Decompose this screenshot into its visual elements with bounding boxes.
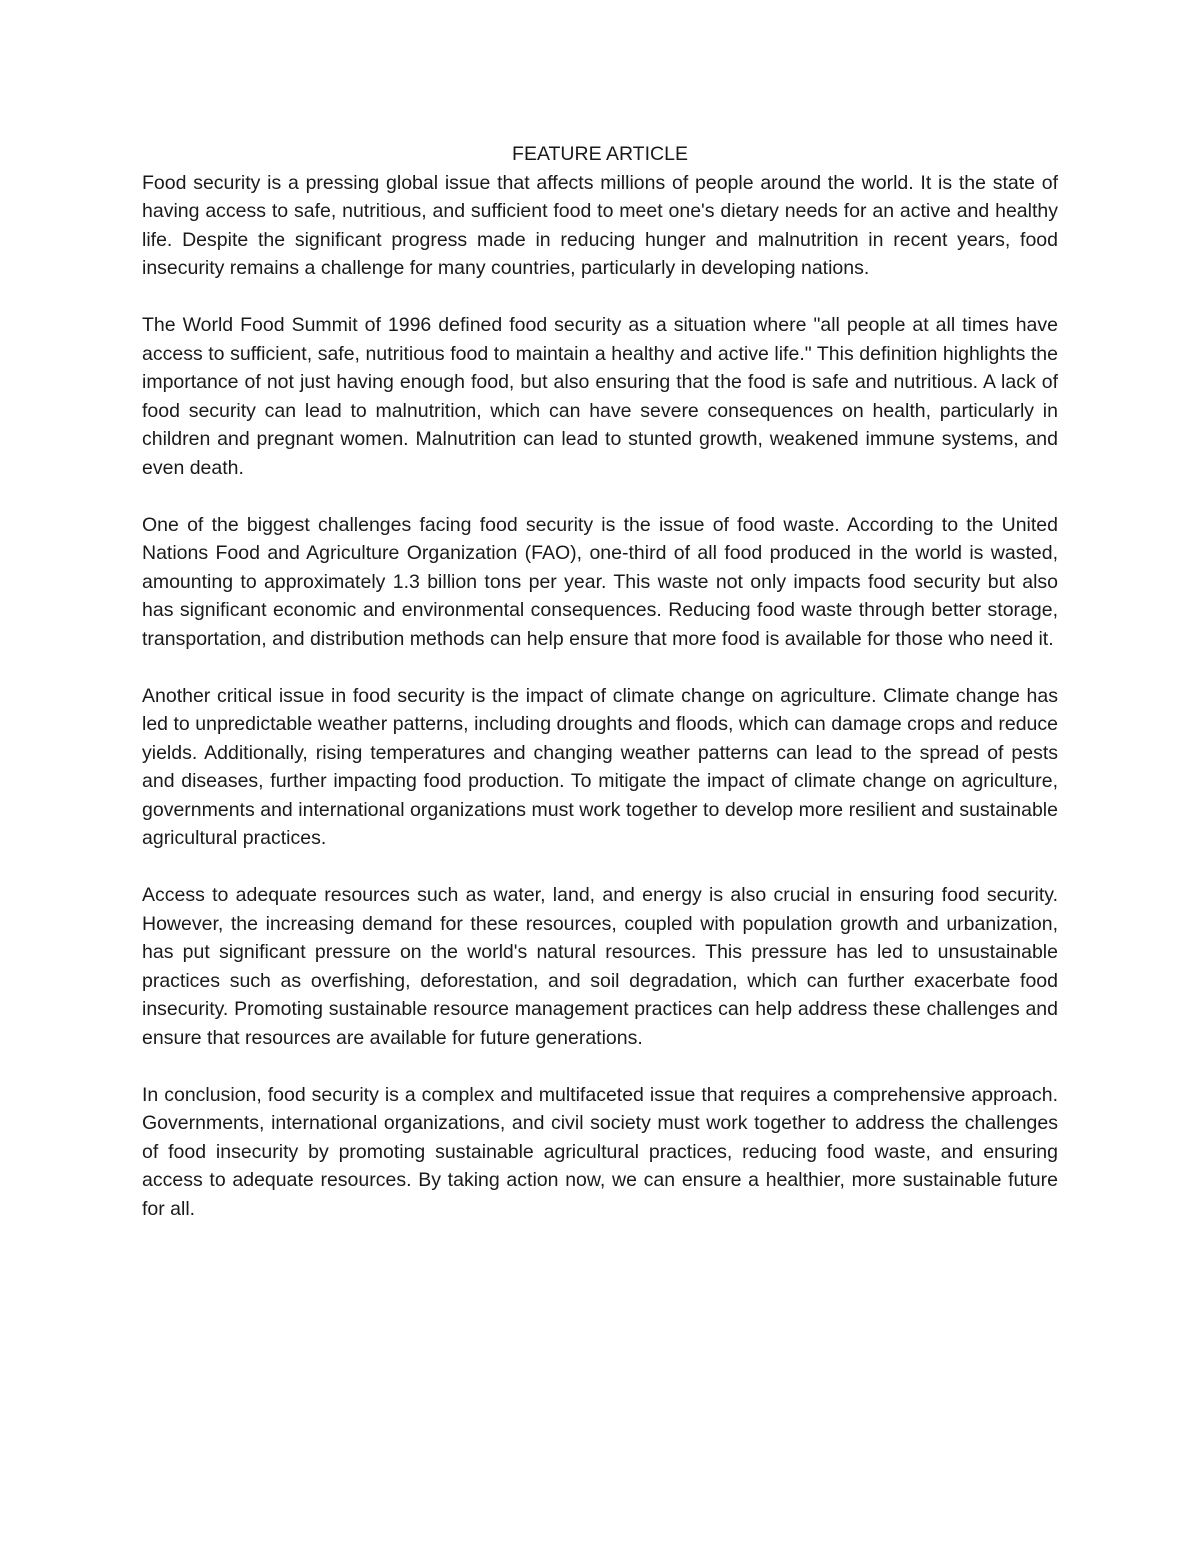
paragraph-climate-change: Another critical issue in food security is the impact of climate change on agriculture. Climate change has led to unpredictable weather patterns, including droughts and floods, which can damage crops and reduce yields. Additionally, rising temperatures and changing weather patterns can lead to the spread of pests and diseases, further impacting food production. To mitigate the impact of climate change on agriculture, governments and international organizations must work together to develop more resilient and sustainable agricultural practices. (142, 684, 1058, 849)
paragraph-world-food-summit: The World Food Summit of 1996 defined food security as a situation where "all people at all times have access to sufficient, safe, nutritious food to maintain a healthy and active life." This definition highlights the importance of not just having enough food, but also ensuring that the food is safe and nutritious. A lack of food security can lead to malnutrition, which can have severe consequences on health, particularly in children and pregnant women. Malnutrition can lead to stunted growth, weakened immune systems, and even death. (142, 314, 1058, 479)
paragraph-intro: Food security is a pressing global issue that affects millions of people around the world. It is the state of having access to safe, nutritious, and sufficient food to meet one's dietary needs for an active and healthy life. Despite the significant progress made in reducing hunger and malnutrition in recent years, food insecurity remains a challenge for many countries, particularly in developing nations. (142, 171, 1058, 279)
paragraph-conclusion: In conclusion, food security is a complex and multifaceted issue that requires a comprehensive approach. Governments, international organizations, and civil society must work together to address the challenges of food insecurity by promoting sustainable agricultural practices, reducing food waste, and ensuring access to adequate resources. By taking action now, we can ensure a healthier, more sustainable future for all. (142, 1083, 1058, 1220)
paragraph-resources: Access to adequate resources such as water, land, and energy is also crucial in ensuring food security. However, the increasing demand for these resources, coupled with population growth and urbanization, has put significant pressure on the world's natural resources. This pressure has led to unsustainable practices such as overfishing, deforestation, and soil degradation, which can further exacerbate food insecurity. Promoting sustainable resource management practices can help address these challenges and ensure that resources are available for future generations. (142, 884, 1058, 1049)
paragraph-food-waste: One of the biggest challenges facing food security is the issue of food waste. According to the United Nations Food and Agriculture Organization (FAO), one-third of all food produced in the world is wasted, amounting to approximately 1.3 billion tons per year. This waste not only impacts food security but also has significant economic and environmental consequences. Reducing food waste through better storage, transportation, and distribution methods can help ensure that more food is available for those who need it. (142, 513, 1058, 650)
article-body (142, 140, 1058, 1223)
article-title: FEATURE ARTICLE (512, 143, 688, 165)
